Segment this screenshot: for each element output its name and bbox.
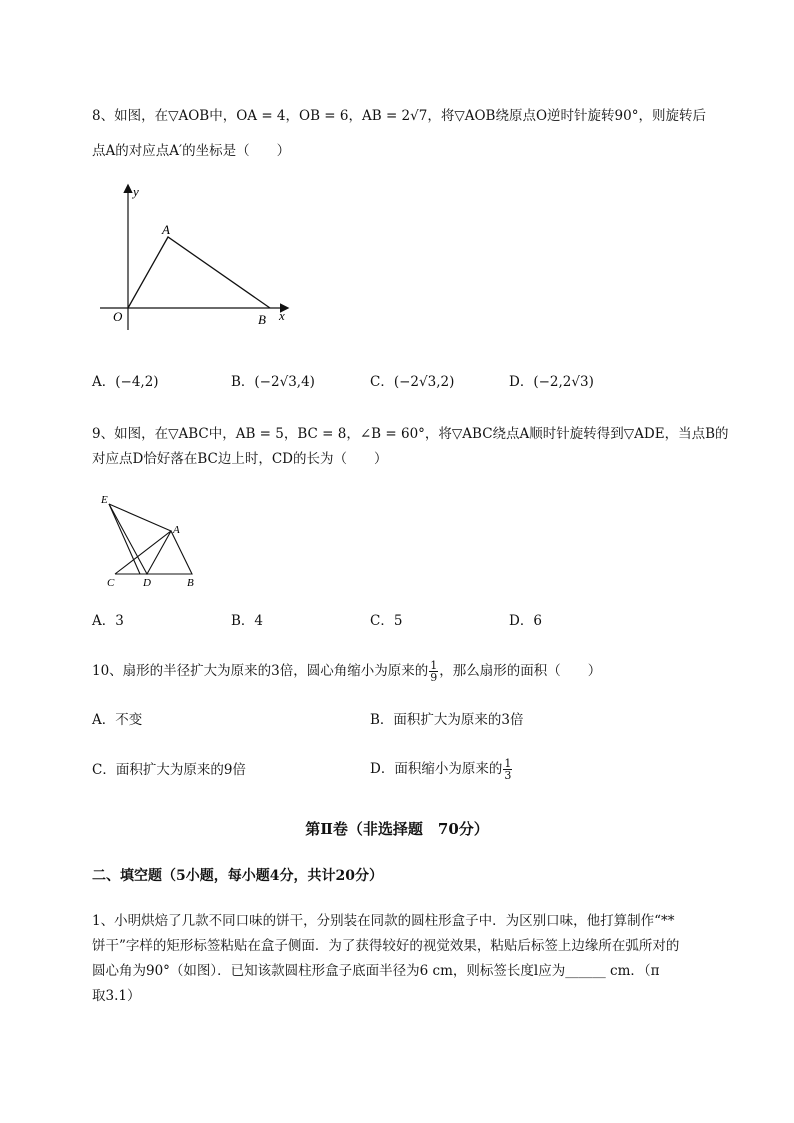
q9-label-b: B: [187, 577, 194, 589]
q8-figure: [95, 180, 300, 330]
fill1-line4: 取3.1）: [92, 988, 141, 1004]
q10-option-b[interactable]: B．面积扩大为原来的3倍: [370, 712, 524, 728]
q10-option-c[interactable]: C．面积扩大为原来的9倍: [92, 762, 246, 778]
q9-label-e: E: [101, 494, 108, 506]
q10-stem-before: 10、扇形的半径扩大为原来的3倍，圆心角缩小为原来的: [92, 663, 429, 679]
q10-option-d-num: 1: [504, 757, 512, 770]
q8-option-a[interactable]: A．(−4,2): [92, 374, 159, 390]
q9-segment-ec-line: [109, 504, 140, 574]
q8-triangle-aob: [128, 237, 270, 308]
q9-option-a[interactable]: A．3: [92, 613, 124, 629]
q10-fraction: [429, 660, 438, 683]
q9-stem-line2: 对应点D恰好落在BC边上时，CD的长为（ ）: [92, 451, 388, 467]
q10-option-d[interactable]: [370, 758, 513, 781]
q8-label-o: O: [113, 309, 123, 324]
q10-frac-den: 9: [430, 671, 438, 684]
q8-stem-line2: 点A的对应点A′的坐标是（ ）: [92, 143, 291, 159]
q10-option-d-den: 3: [504, 769, 512, 782]
q9-option-d[interactable]: D．6: [509, 613, 542, 629]
q9-triangle-ade: [109, 504, 171, 574]
q10-stem-after: ，那么扇形的面积（ ）: [439, 663, 602, 679]
q10-frac-num: 1: [430, 659, 438, 672]
q10-option-d-fraction: [503, 758, 512, 781]
q8-label-y: y: [133, 184, 139, 199]
section-title: 第Ⅱ卷（非选择题 70分）: [305, 820, 489, 838]
q9-figure: [95, 490, 205, 590]
q8-label-b: B: [258, 312, 266, 327]
q8-label-x: x: [279, 308, 285, 323]
fill1-line3: 圆心角为90°（如图）．已知该款圆柱形盒子底面半径为6 cm，则标签长度l应为______ cm．（π: [92, 963, 660, 979]
q9-option-c[interactable]: C．5: [370, 613, 403, 629]
q10-option-a[interactable]: A．不变: [92, 712, 143, 728]
q9-stem-line1: 9、如图，在▽ABC中，AB = 5，BC = 8，∠B = 60°，将▽ABC绕点A顺时针旋转得到▽ADE，当点B的: [92, 426, 729, 442]
fill1-line2: 饼干”字样的矩形标签粘贴在盒子侧面．为了获得较好的视觉效果，粘贴后标签上边缘所在弧所对的: [92, 938, 680, 954]
q8-option-d[interactable]: D．(−2,2√3): [509, 374, 594, 390]
q9-label-c: C: [107, 577, 115, 589]
section-subtitle: 二、填空题（5小题，每小题4分，共计20分）: [92, 868, 383, 884]
q9-option-b[interactable]: B．4: [231, 613, 264, 629]
q9-label-a: A: [173, 524, 180, 536]
q8-option-b[interactable]: B．(−2√3,4): [231, 374, 315, 390]
q10-stem: [92, 660, 601, 683]
fill1-line1: 1、小明烘焙了几款不同口味的饼干，分别装在同款的圆柱形盒子中．为区别口味，他打算制作“**: [92, 913, 675, 929]
q9-label-d: D: [143, 577, 151, 589]
q10-option-d-text: D．面积缩小为原来的: [370, 761, 503, 777]
q8-stem-line1: 8、如图，在▽AOB中，OA = 4，OB = 6，AB = 2√7，将▽AOB绕原点O逆时针旋转90°，则旋转后: [92, 108, 706, 124]
q8-option-c[interactable]: C．(−2√3,2): [370, 374, 455, 390]
q8-label-a: A: [162, 222, 170, 237]
